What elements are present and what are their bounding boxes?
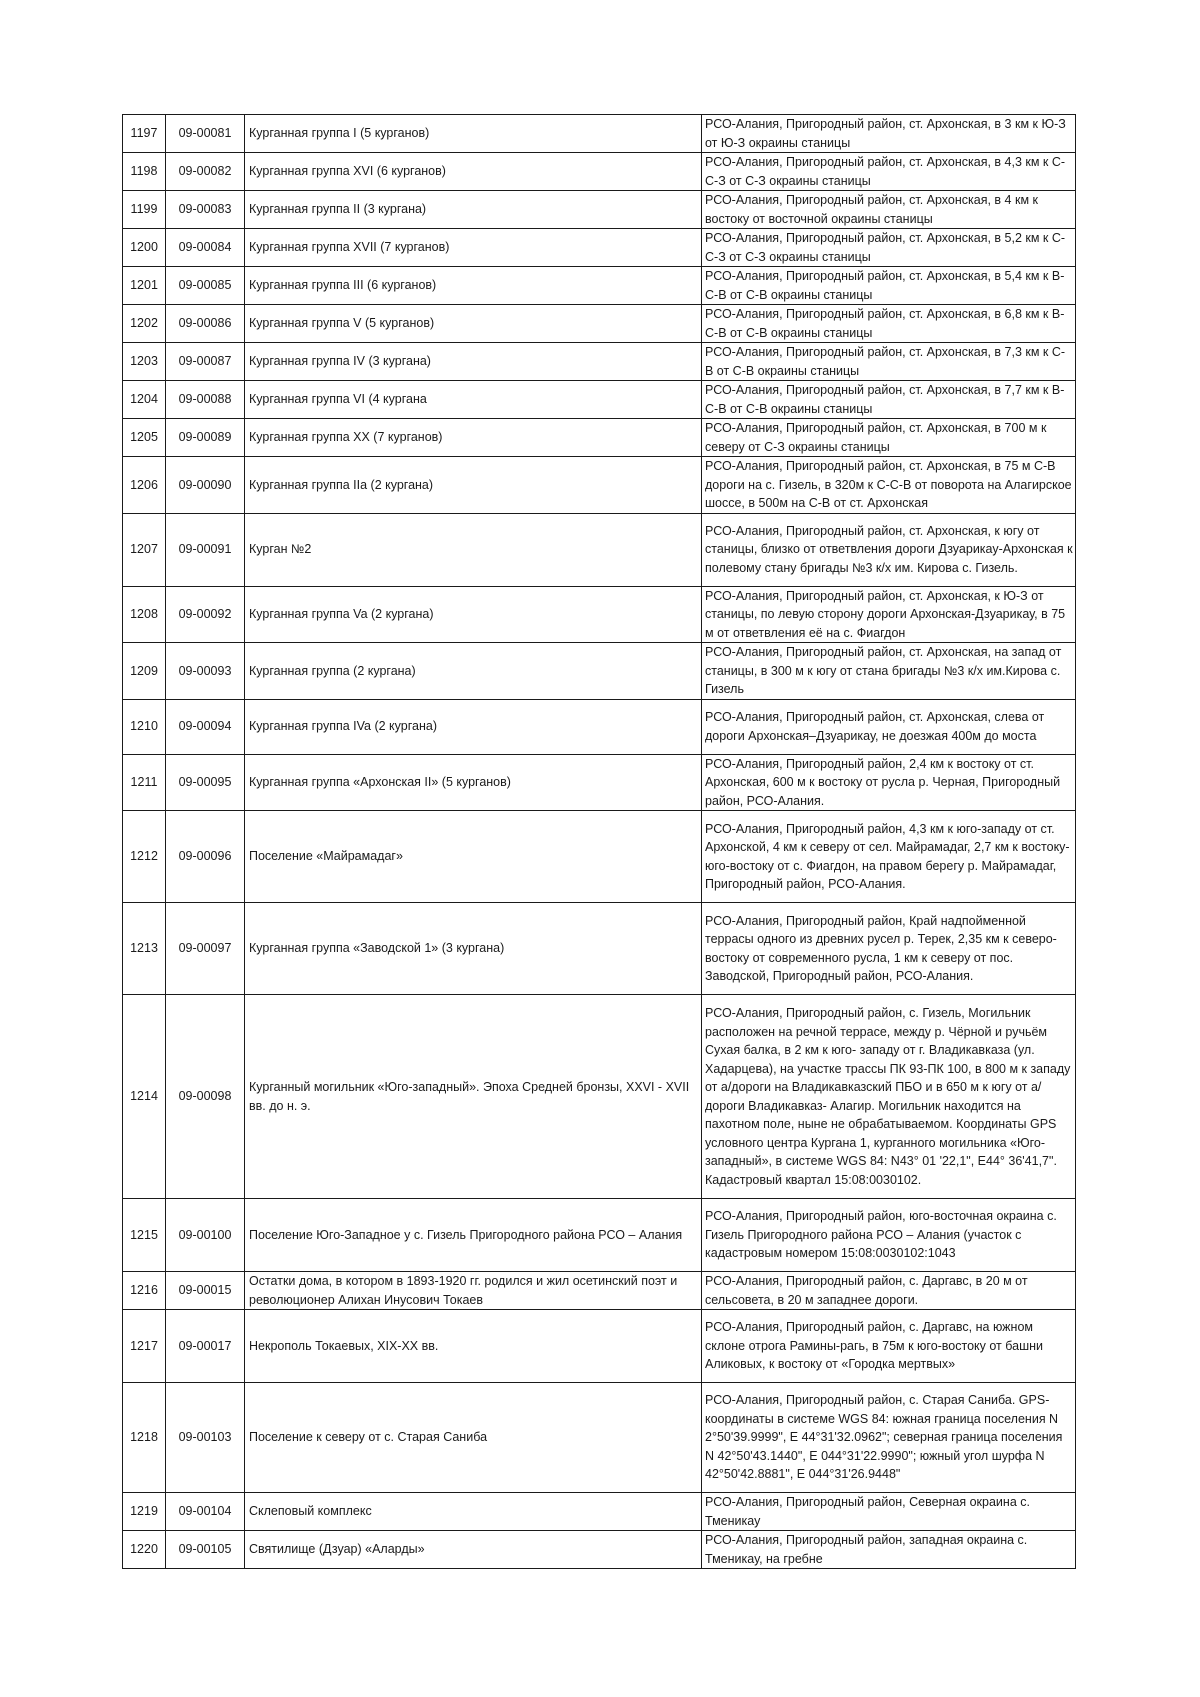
table-row: [123, 229, 1076, 267]
object-location: РСО-Алания, Пригородный район, Северная окраина с. Тменикау: [702, 1493, 1076, 1531]
registry-code: 09-00082: [166, 153, 245, 191]
table-row: [123, 513, 1076, 586]
registry-code: 09-00083: [166, 191, 245, 229]
object-location: РСО-Алания, Пригородный район, 2,4 км к востоку от ст. Архонская, 600 м к востоку от русла р. Черная, Пригородный район, РСО-Алания.: [702, 754, 1076, 811]
row-number: 1217: [123, 1310, 166, 1383]
object-name: Курганная группа Va (2 кургана): [245, 586, 702, 643]
row-number: 1197: [123, 115, 166, 153]
registry-code: 09-00089: [166, 419, 245, 457]
object-location: РСО-Алания, Пригородный район, Край надпойменной террасы одного из древних русел р. Терек, 2,35 км к северо-востоку от современного русла, 1 км к северу от пос. Заводской, Пригородный район, РСО-Алания.: [702, 903, 1076, 995]
object-name: Курганная группа «Архонская II» (5 курганов): [245, 754, 702, 811]
object-name: Склеповый комплекс: [245, 1493, 702, 1531]
registry-code: 09-00088: [166, 381, 245, 419]
row-number: 1209: [123, 643, 166, 700]
registry-code: 09-00090: [166, 457, 245, 514]
registry-code: 09-00097: [166, 903, 245, 995]
registry-code: 09-00103: [166, 1383, 245, 1493]
registry-code: 09-00095: [166, 754, 245, 811]
object-location: РСО-Алания, Пригородный район, с. Гизель, Могильник расположен на речной террасе, между р. Чёрной и ручьём Сухая балка, в 2 км к юго- западу от г. Владикавказа (ул. Хадарцева), на участке трассы ПК 93-ПК 100, в 800 м к западу от а/дороги на Владикавказский ПБО и в 650 м к югу от а/дороги Владикавказ- Алагир. Могильник находится на пахотном поле, ныне не обрабатываемом. Координаты GPS условного центра Кургана 1, курганного могильника «Юго-западный», в системе WGS 84: N43° 01 '22,1", E44° 36'41,7". Кадастровый квартал 15:08:0030102.: [702, 995, 1076, 1199]
registry-table-body: [123, 115, 1076, 1569]
registry-code: 09-00087: [166, 343, 245, 381]
object-name: Курганная группа I (5 курганов): [245, 115, 702, 153]
row-number: 1198: [123, 153, 166, 191]
row-number: 1207: [123, 513, 166, 586]
registry-code: 09-00094: [166, 699, 245, 754]
table-row: [123, 903, 1076, 995]
object-location: РСО-Алания, Пригородный район, ст. Архонская, в 4,3 км к С-С-З от С-З окраины станицы: [702, 153, 1076, 191]
object-location: РСО-Алания, Пригородный район, ст. Архонская, в 6,8 км к В-С-В от С-В окраины станицы: [702, 305, 1076, 343]
table-row: [123, 115, 1076, 153]
registry-code: 09-00091: [166, 513, 245, 586]
registry-code: 09-00093: [166, 643, 245, 700]
table-row: [123, 1531, 1076, 1569]
row-number: 1219: [123, 1493, 166, 1531]
table-row: [123, 699, 1076, 754]
table-row: [123, 305, 1076, 343]
registry-code: 09-00096: [166, 811, 245, 903]
object-location: РСО-Алания, Пригородный район, ст. Архонская, в 4 км к востоку от восточной окраины станицы: [702, 191, 1076, 229]
table-row: [123, 381, 1076, 419]
object-name: Курганная группа XX (7 курганов): [245, 419, 702, 457]
table-row: [123, 1493, 1076, 1531]
row-number: 1201: [123, 267, 166, 305]
row-number: 1208: [123, 586, 166, 643]
object-location: РСО-Алания, Пригородный район, ст. Архонская, в 7,3 км к С-В от С-В окраины станицы: [702, 343, 1076, 381]
table-row: [123, 1310, 1076, 1383]
object-name: Поселение «Майрамадаг»: [245, 811, 702, 903]
row-number: 1199: [123, 191, 166, 229]
object-name: Поселение Юго-Западное у с. Гизель Пригородного района РСО – Алания: [245, 1199, 702, 1272]
object-name: Курганная группа IIa (2 кургана): [245, 457, 702, 514]
object-location: РСО-Алания, Пригородный район, ст. Архонская, в 75 м С-В дороги на с. Гизель, в 320м к С-С-В от поворота на Алагирское шоссе, в 500м на С-В от ст. Архонская: [702, 457, 1076, 514]
table-row: [123, 586, 1076, 643]
object-name: Некрополь Токаевых, XIX-XX вв.: [245, 1310, 702, 1383]
object-location: РСО-Алания, Пригородный район, с. Старая Саниба. GPS-координаты в системе WGS 84: южная граница поселения N 2°50'39.9999", E 44°31'32.0962"; северная граница поселения N 42°50'43.1440", E 044°31'22.9990"; южный угол шурфа N 42°50'42.8881", E 044°31'26.9448": [702, 1383, 1076, 1493]
row-number: 1218: [123, 1383, 166, 1493]
object-name: Курганная группа IV (3 кургана): [245, 343, 702, 381]
row-number: 1213: [123, 903, 166, 995]
table-row: [123, 754, 1076, 811]
object-name: Курганная группа III (6 курганов): [245, 267, 702, 305]
row-number: 1200: [123, 229, 166, 267]
registry-code: 09-00015: [166, 1272, 245, 1310]
object-location: РСО-Алания, Пригородный район, ст. Архонская, к Ю-З от станицы, по левую сторону дороги Архонская-Дзуарикау, в 75 м от ответвления её на с. Фиагдон: [702, 586, 1076, 643]
row-number: 1216: [123, 1272, 166, 1310]
row-number: 1203: [123, 343, 166, 381]
object-name: Курганная группа VI (4 кургана: [245, 381, 702, 419]
registry-code: 09-00017: [166, 1310, 245, 1383]
table-row: [123, 419, 1076, 457]
object-name: Курганная группа IVa (2 кургана): [245, 699, 702, 754]
object-location: РСО-Алания, Пригородный район, 4,3 км к юго-западу от ст. Архонской, 4 км к северу от сел. Майрамадаг, 2,7 км к востоку-юго-востоку от с. Фиагдон, на правом берегу р. Майрамадаг, Пригородный район, РСО-Алания.: [702, 811, 1076, 903]
table-row: [123, 343, 1076, 381]
registry-code: 09-00092: [166, 586, 245, 643]
registry-code: 09-00084: [166, 229, 245, 267]
object-location: РСО-Алания, Пригородный район, ст. Архонская, в 5,2 км к С-С-З от С-З окраины станицы: [702, 229, 1076, 267]
object-name: Курганная группа XVI (6 курганов): [245, 153, 702, 191]
heritage-registry-table: [122, 114, 1076, 1569]
registry-code: 09-00098: [166, 995, 245, 1199]
registry-code: 09-00100: [166, 1199, 245, 1272]
table-row: [123, 153, 1076, 191]
table-row: [123, 995, 1076, 1199]
row-number: 1210: [123, 699, 166, 754]
object-name: Святилище (Дзуар) «Аларды»: [245, 1531, 702, 1569]
object-location: РСО-Алания, Пригородный район, юго-восточная окраина с. Гизель Пригородного района РСО – Алания (участок с кадастровым номером 15:08:0030102:1043: [702, 1199, 1076, 1272]
object-location: РСО-Алания, Пригородный район, ст. Архонская, в 7,7 км к В-С-В от С-В окраины станицы: [702, 381, 1076, 419]
registry-code: 09-00086: [166, 305, 245, 343]
row-number: 1215: [123, 1199, 166, 1272]
table-row: [123, 1199, 1076, 1272]
table-row: [123, 1383, 1076, 1493]
row-number: 1211: [123, 754, 166, 811]
object-name: Курганная группа «Заводской 1» (3 кургана): [245, 903, 702, 995]
object-location: РСО-Алания, Пригородный район, ст. Архонская, в 700 м к северу от С-З окраины станицы: [702, 419, 1076, 457]
row-number: 1205: [123, 419, 166, 457]
row-number: 1202: [123, 305, 166, 343]
object-location: РСО-Алания, Пригородный район, ст. Архонская, слева от дороги Архонская–Дзуарикау, не доезжая 400м до моста: [702, 699, 1076, 754]
object-location: РСО-Алания, Пригородный район, западная окраина с. Тменикау, на гребне: [702, 1531, 1076, 1569]
table-row: [123, 811, 1076, 903]
object-location: РСО-Алания, Пригородный район, ст. Архонская, в 3 км к Ю-З от Ю-З окраины станицы: [702, 115, 1076, 153]
object-location: РСО-Алания, Пригородный район, ст. Архонская, на запад от станицы, в 300 м к югу от стана бригады №3 к/х им.Кирова с. Гизель: [702, 643, 1076, 700]
object-name: Остатки дома, в котором в 1893-1920 гг. родился и жил осетинский поэт и революционер Алихан Инусович Токаев: [245, 1272, 702, 1310]
table-row: [123, 1272, 1076, 1310]
table-row: [123, 457, 1076, 514]
registry-code: 09-00105: [166, 1531, 245, 1569]
object-location: РСО-Алания, Пригородный район, с. Даргавс, на южном склоне отрога Рамины-рагь, в 75м к юго-востоку от башни Аликовых, к востоку от «Городка мертвых»: [702, 1310, 1076, 1383]
registry-code: 09-00081: [166, 115, 245, 153]
object-location: РСО-Алания, Пригородный район, ст. Архонская, к югу от станицы, близко от ответвления дороги Дзуарикау-Архонская к полевому стану бригады №3 к/х им. Кирова с. Гизель.: [702, 513, 1076, 586]
table-row: [123, 267, 1076, 305]
object-name: Курганная группа XVII (7 курганов): [245, 229, 702, 267]
table-row: [123, 643, 1076, 700]
object-name: Курганная группа II (3 кургана): [245, 191, 702, 229]
row-number: 1214: [123, 995, 166, 1199]
table-row: [123, 191, 1076, 229]
object-name: Курган №2: [245, 513, 702, 586]
object-name: Курганная группа (2 кургана): [245, 643, 702, 700]
registry-code: 09-00104: [166, 1493, 245, 1531]
object-name: Поселение к северу от с. Старая Саниба: [245, 1383, 702, 1493]
object-location: РСО-Алания, Пригородный район, ст. Архонская, в 5,4 км к В-С-В от С-В окраины станицы: [702, 267, 1076, 305]
object-name: Курганная группа V (5 курганов): [245, 305, 702, 343]
row-number: 1204: [123, 381, 166, 419]
row-number: 1220: [123, 1531, 166, 1569]
registry-code: 09-00085: [166, 267, 245, 305]
row-number: 1206: [123, 457, 166, 514]
object-name: Курганный могильник «Юго-западный». Эпоха Средней бронзы, XXVI - XVII вв. до н. э.: [245, 995, 702, 1199]
object-location: РСО-Алания, Пригородный район, с. Даргавс, в 20 м от сельсовета, в 20 м западнее дороги.: [702, 1272, 1076, 1310]
row-number: 1212: [123, 811, 166, 903]
